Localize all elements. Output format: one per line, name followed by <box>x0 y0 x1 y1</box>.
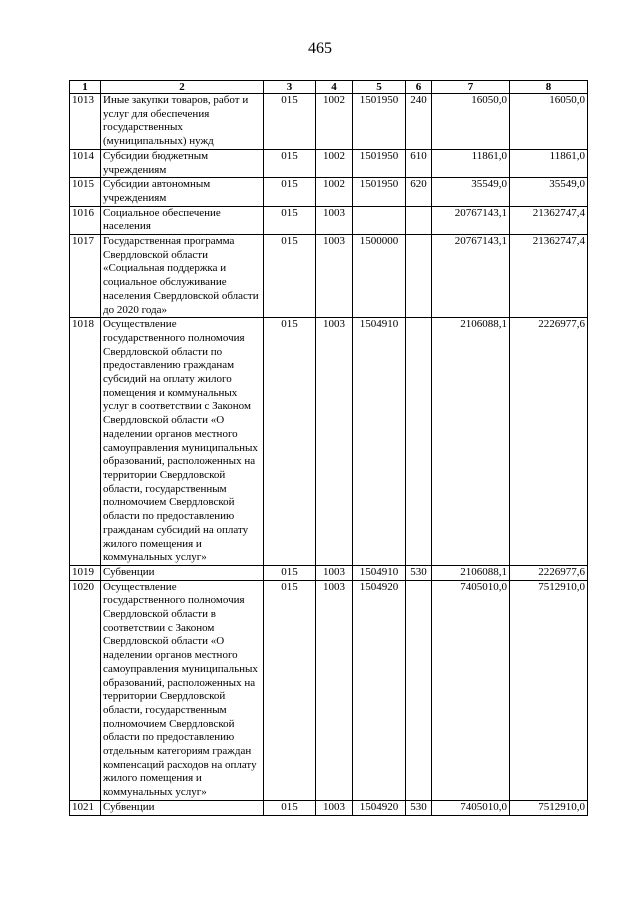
table-row <box>70 235 588 318</box>
amount-year-2: 2226977,6 <box>510 565 588 580</box>
expense-type-code: 530 <box>406 565 432 580</box>
target-code: 1501950 <box>353 178 406 206</box>
page-number: 465 <box>308 40 332 57</box>
row-name: Субсидии бюджетным учреждениям <box>101 149 264 177</box>
amount-year-1: 16050,0 <box>432 94 510 150</box>
row-number: 1015 <box>70 178 101 206</box>
section-code: 1002 <box>316 178 353 206</box>
budget-table <box>69 80 588 816</box>
row-name: Субсидии автономным учреждениям <box>101 178 264 206</box>
amount-year-1: 11861,0 <box>432 149 510 177</box>
row-number: 1020 <box>70 580 101 800</box>
column-header: 2 <box>101 81 264 94</box>
amount-year-1: 20767143,1 <box>432 206 510 234</box>
table-row <box>70 178 588 206</box>
row-number: 1019 <box>70 565 101 580</box>
row-name: Осуществление государственного полномочия Свердловской области по предоставлению гражданам субсидий на оплату жилого помещения и коммунальных услуг в соответствии с Законом Свердловской области «О наделении органов местного самоуправления муниципальных образований, расположенных на территории Свердловской области, государственным полномочием Свердловской области по предоставлению гражданам субсидий на оплату жилого помещения и коммунальных услуг» <box>101 318 264 566</box>
row-number: 1018 <box>70 318 101 566</box>
amount-year-2: 21362747,4 <box>510 235 588 318</box>
expense-type-code: 240 <box>406 94 432 150</box>
target-code: 1501950 <box>353 149 406 177</box>
target-code: 1504910 <box>353 565 406 580</box>
expense-type-code <box>406 235 432 318</box>
row-name: Социальное обеспечение населения <box>101 206 264 234</box>
row-name: Государственная программа Свердловской области «Социальная поддержка и социальное обслуживание населения Свердловской области до 2020 года» <box>101 235 264 318</box>
section-code: 1003 <box>316 565 353 580</box>
expense-type-code <box>406 206 432 234</box>
column-header: 1 <box>70 81 101 94</box>
column-header: 7 <box>432 81 510 94</box>
table-row <box>70 149 588 177</box>
row-name: Иные закупки товаров, работ и услуг для обеспечения государственных (муниципальных) нужд <box>101 94 264 150</box>
target-code: 1504920 <box>353 800 406 815</box>
target-code: 1504910 <box>353 318 406 566</box>
row-name: Осуществление государственного полномочия Свердловской области в соответствии с Законом Свердловской области «О наделении органов местного самоуправления муниципальных образований, расположенных на территории Свердловской области, государственным полномочием Свердловской области по предоставлению отдельным категориям граждан компенсаций расходов на оплату жилого помещения и коммунальных услуг» <box>101 580 264 800</box>
target-code <box>353 206 406 234</box>
table-row <box>70 206 588 234</box>
amount-year-1: 7405010,0 <box>432 580 510 800</box>
table-row <box>70 318 588 566</box>
row-number: 1016 <box>70 206 101 234</box>
column-header: 5 <box>353 81 406 94</box>
row-name: Субвенции <box>101 565 264 580</box>
row-number: 1021 <box>70 800 101 815</box>
amount-year-2: 7512910,0 <box>510 580 588 800</box>
ministry-code: 015 <box>264 565 316 580</box>
ministry-code: 015 <box>264 178 316 206</box>
section-code: 1003 <box>316 206 353 234</box>
row-number: 1014 <box>70 149 101 177</box>
row-number: 1013 <box>70 94 101 150</box>
expense-type-code <box>406 318 432 566</box>
column-header: 3 <box>264 81 316 94</box>
expense-type-code: 620 <box>406 178 432 206</box>
expense-type-code: 610 <box>406 149 432 177</box>
amount-year-2: 35549,0 <box>510 178 588 206</box>
ministry-code: 015 <box>264 235 316 318</box>
ministry-code: 015 <box>264 206 316 234</box>
amount-year-2: 16050,0 <box>510 94 588 150</box>
amount-year-1: 35549,0 <box>432 178 510 206</box>
section-code: 1003 <box>316 235 353 318</box>
amount-year-1: 2106088,1 <box>432 565 510 580</box>
table-row <box>70 580 588 800</box>
table-row <box>70 94 588 150</box>
table-row <box>70 565 588 580</box>
target-code: 1501950 <box>353 94 406 150</box>
amount-year-2: 21362747,4 <box>510 206 588 234</box>
target-code: 1504920 <box>353 580 406 800</box>
row-number: 1017 <box>70 235 101 318</box>
expense-type-code <box>406 580 432 800</box>
ministry-code: 015 <box>264 318 316 566</box>
ministry-code: 015 <box>264 94 316 150</box>
section-code: 1003 <box>316 318 353 566</box>
ministry-code: 015 <box>264 149 316 177</box>
table-row <box>70 800 588 815</box>
expense-type-code: 530 <box>406 800 432 815</box>
ministry-code: 015 <box>264 800 316 815</box>
column-header: 4 <box>316 81 353 94</box>
amount-year-1: 20767143,1 <box>432 235 510 318</box>
section-code: 1002 <box>316 149 353 177</box>
amount-year-1: 2106088,1 <box>432 318 510 566</box>
amount-year-2: 2226977,6 <box>510 318 588 566</box>
amount-year-1: 7405010,0 <box>432 800 510 815</box>
column-header: 8 <box>510 81 588 94</box>
section-code: 1003 <box>316 580 353 800</box>
header-row <box>70 81 588 94</box>
section-code: 1003 <box>316 800 353 815</box>
amount-year-2: 11861,0 <box>510 149 588 177</box>
section-code: 1002 <box>316 94 353 150</box>
row-name: Субвенции <box>101 800 264 815</box>
amount-year-2: 7512910,0 <box>510 800 588 815</box>
target-code: 1500000 <box>353 235 406 318</box>
column-header: 6 <box>406 81 432 94</box>
ministry-code: 015 <box>264 580 316 800</box>
